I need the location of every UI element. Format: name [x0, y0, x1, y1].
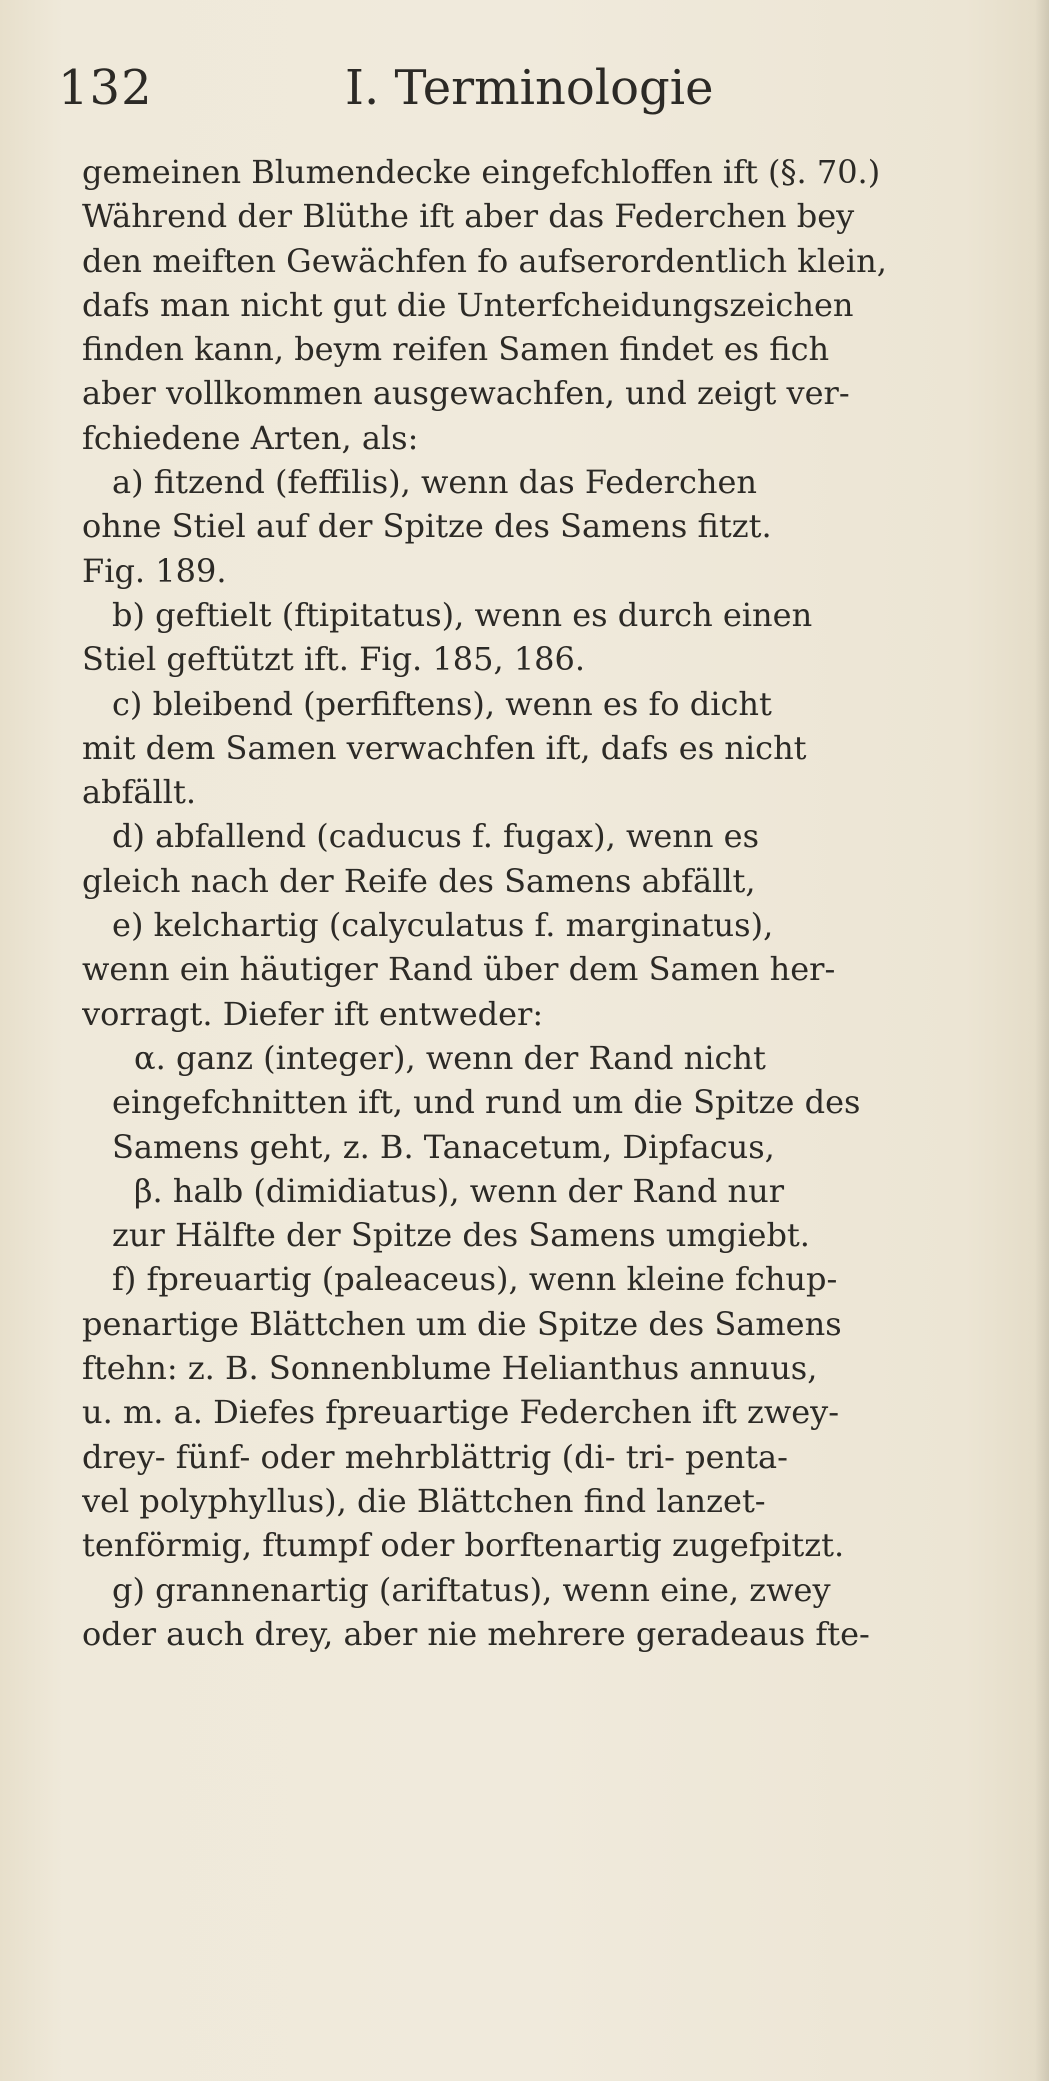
- text-line: dafs man nicht gut die Unterfcheidungszeichen: [82, 285, 854, 324]
- text-line: oder auch drey, aber nie mehrere geradeaus fte-: [82, 1614, 870, 1653]
- text-line: ohne Stiel auf der Spitze des Samens fitzt.: [82, 507, 772, 546]
- text-line: gemeinen Blumendecke eingefchloffen ift (§. 70.): [82, 153, 881, 191]
- figure-reference: Fig. 189.: [82, 551, 227, 590]
- sublist-item-alpha: α. ganz (integer), wenn der Rand nicht: [134, 1038, 766, 1077]
- text-line: eingefchnitten ift, und rund um die Spitze des: [112, 1083, 861, 1122]
- list-item-g: g) grannenartig (ariftatus), wenn eine, zwey: [112, 1570, 831, 1609]
- text-line: vorragt. Diefer ift entweder:: [82, 994, 544, 1033]
- list-item-f: f) fpreuartig (paleaceus), wenn kleine fchup-: [112, 1260, 838, 1299]
- text-line: fchiedene Arten, als:: [82, 418, 419, 457]
- text-line: u. m. a. Diefes fpreuartige Federchen ift zwey-: [82, 1393, 840, 1432]
- list-item-b: b) geftielt (ftipitatus), wenn es durch einen: [112, 595, 813, 634]
- text-line: abfällt.: [82, 773, 196, 812]
- text-line: Samens geht, z. B. Tanacetum, Dipfacus,: [112, 1127, 775, 1166]
- text-line: tenförmig, ftumpf oder borftenartig zugefpitzt.: [82, 1526, 845, 1565]
- body-text: [82, 150, 1012, 1656]
- text-line: zur Hälfte der Spitze des Samens umgiebt.: [112, 1216, 810, 1255]
- page-header: [0, 60, 1049, 130]
- page-edge-shadow: [1035, 0, 1049, 2081]
- text-line: mit dem Samen verwachfen ift, dafs es nicht: [82, 728, 807, 767]
- sublist-item-beta: β. halb (dimidiatus), wenn der Rand nur: [134, 1171, 785, 1210]
- list-item-a: a) fitzend (feffilis), wenn das Federchen: [112, 463, 758, 502]
- text-line: penartige Blättchen um die Spitze des Samens: [82, 1304, 842, 1343]
- text-line: Stiel geftützt ift. Fig. 185, 186.: [82, 640, 586, 679]
- list-item-e: e) kelchartig (calyculatus f. marginatus),: [112, 906, 774, 945]
- list-item-d: d) abfallend (caducus f. fugax), wenn es: [112, 817, 760, 856]
- running-head: I. Terminologie: [345, 60, 714, 116]
- text-line: vel polyphyllus), die Blättchen find lanzet-: [82, 1481, 766, 1520]
- page-number: 132: [58, 60, 153, 116]
- text-line: den meiften Gewächfen fo aufserordentlich klein,: [82, 241, 887, 280]
- text-line: gleich nach der Reife des Samens abfällt,: [82, 861, 756, 900]
- text-line: Während der Blüthe ift aber das Federchen bey: [82, 197, 855, 236]
- text-line: drey- fünf- oder mehrblättrig (di- tri- penta-: [82, 1437, 788, 1476]
- text-line: ftehn: z. B. Sonnenblume Helianthus annuus,: [82, 1349, 818, 1388]
- text-line: aber vollkommen ausgewachfen, und zeigt ver-: [82, 374, 850, 413]
- text-line: finden kann, beym reifen Samen findet es fich: [82, 330, 830, 369]
- list-item-c: c) bleibend (perfiftens), wenn es fo dicht: [112, 684, 772, 723]
- text-line: wenn ein häutiger Rand über dem Samen her-: [82, 950, 836, 989]
